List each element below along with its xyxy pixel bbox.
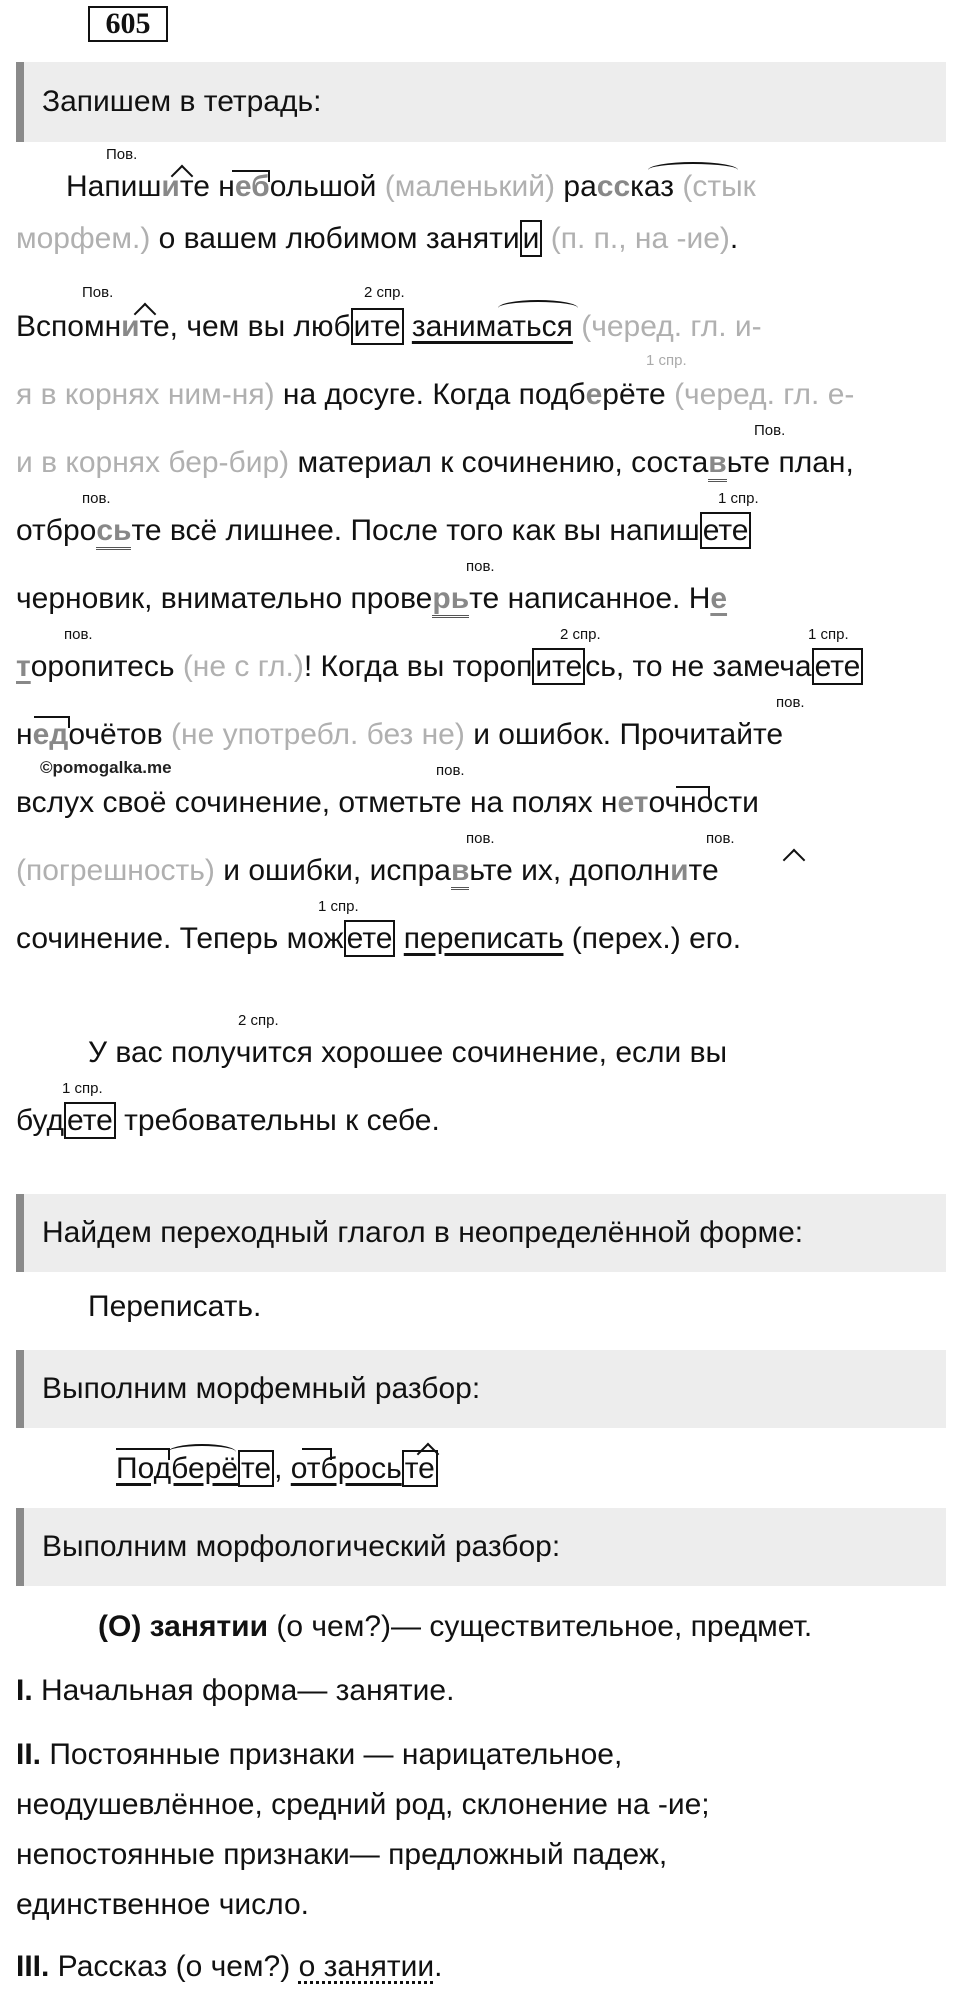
text-line-8: торопитесь (не с гл.)! Когда вы тороп ите сь, то не замеча ете (16, 650, 863, 684)
label-1spr: 1 спр. (646, 352, 687, 369)
text-line-9: недочётов (не употребл. без не) и ошибок. Прочитайте (16, 718, 784, 751)
section-header-morpheme (16, 1350, 946, 1428)
label-pov: пов. (466, 830, 495, 847)
label-pov: пов. (706, 830, 735, 847)
label-1spr: 1 спр. (808, 626, 849, 643)
morph-point-2: II. Постоянные признаки — нарицательное, (16, 1738, 623, 1771)
text-line-13: У вас получится хорошее сочинение, если вы (88, 1036, 728, 1069)
text-line-1: Напишите небольшой (маленький) рассказ (стык (66, 170, 756, 203)
section-title: Выполним морфемный разбор: (42, 1372, 481, 1405)
label-pov: пов. (436, 762, 465, 779)
section-header-find (16, 1194, 946, 1272)
text-line-12: сочинение. Теперь мож ете переписать (перех.) его. (16, 922, 742, 955)
watermark: ©pomogalka.me (40, 758, 172, 777)
section-title: Запишем в тетрадь: (42, 85, 322, 118)
text-line-5: и в корнях бер-бир) материал к сочинению, составьте план, (16, 446, 854, 480)
label-2spr: 2 спр. (364, 284, 405, 301)
section-header-morph (16, 1508, 946, 1586)
label-pov: Пов. (106, 146, 138, 163)
label-2spr: 2 спр. (238, 1012, 279, 1029)
morph-heading: (О) занятии (о чем?)— существительное, предмет. (98, 1610, 813, 1643)
ending-mark (783, 849, 806, 872)
label-pov: пов. (82, 490, 111, 507)
label-1spr: 1 спр. (62, 1080, 103, 1097)
morph-point-2-line-4: единственное число. (16, 1888, 309, 1921)
morph-point-3: III. Рассказ (о чем?) о занятии. (16, 1950, 443, 1983)
text-line-3: Вспомните, чем вы люб ите заниматься (черед. гл. и- (16, 310, 762, 343)
morpheme-words: Подберё те , отбрось те (116, 1452, 438, 1486)
text-line-6: отбросьте всё лишнее. После того как вы напиш ете (16, 514, 751, 548)
text-line-2: морфем.) о вашем любимом заняти и (п. п., на -ие). (16, 222, 739, 255)
text-line-10: вслух своё сочинение, отметьте на полях неточности (16, 786, 759, 819)
text-line-4: я в корнях ним-ня) на досуге. Когда подберёте (черед. гл. е- (16, 378, 855, 411)
label-pov: пов. (776, 694, 805, 711)
morph-point-1: I. Начальная форма— занятие. (16, 1674, 455, 1707)
answer-verb: Переписать. (88, 1290, 262, 1323)
section-title: Выполним морфологический разбор: (42, 1530, 561, 1563)
section-header-write (16, 62, 946, 142)
section-title: Найдем переходный глагол в неопределённой форме: (42, 1216, 804, 1249)
text-line-11: (погрешность) и ошибки, исправьте их, дополните (16, 854, 719, 888)
label-pov: пов. (64, 626, 93, 643)
morph-point-2-line-2: неодушевлённое, средний род, склонение на -ие; (16, 1788, 710, 1821)
label-pov: Пов. (754, 422, 786, 439)
label-1spr: 1 спр. (318, 898, 359, 915)
label-1spr: 1 спр. (718, 490, 759, 507)
text-line-14: буд ете требовательны к себе. (16, 1104, 440, 1137)
morph-point-2-line-3: непостоянные признаки— предложный падеж, (16, 1838, 668, 1871)
text-line-7: черновик, внимательно проверьте написанное. Не (16, 582, 727, 616)
label-pov: Пов. (82, 284, 114, 301)
label-pov: пов. (466, 558, 495, 575)
label-2spr: 2 спр. (560, 626, 601, 643)
task-number: 605 (88, 6, 168, 42)
